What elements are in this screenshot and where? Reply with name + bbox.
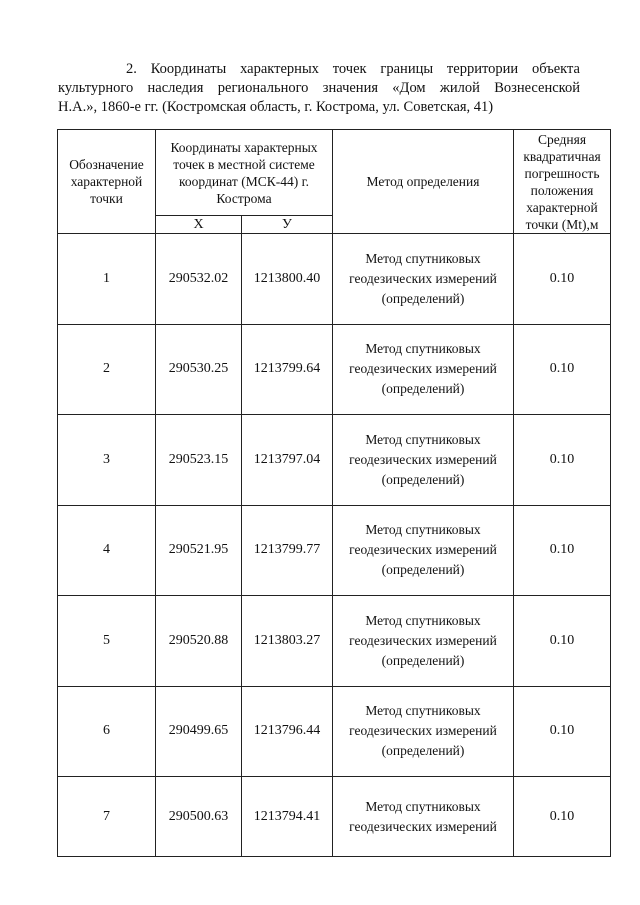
document-heading (58, 60, 580, 117)
table-row (58, 777, 611, 857)
method-cell: Метод спутниковых геодезических измерений (определений) (333, 505, 514, 596)
method-cell: Метод спутниковых геодезических измерений (определений) (333, 686, 514, 777)
x-coordinate-cell: 290532.02 (156, 234, 242, 325)
method-cell: Метод спутниковых геодезических измерений (определений) (333, 234, 514, 325)
point-number-cell: 2 (58, 324, 156, 415)
method-cell: Метод спутниковых геодезических измерений (определений) (333, 324, 514, 415)
point-number-cell: 5 (58, 596, 156, 687)
x-coordinate-cell: 290523.15 (156, 415, 242, 506)
y-coordinate-cell: 1213796.44 (242, 686, 333, 777)
header-method: Метод определения (333, 130, 514, 234)
header-x: X (156, 216, 242, 234)
header-point-designation: Обозначение характерной точки (58, 130, 156, 234)
coordinates-table (57, 129, 611, 857)
y-coordinate-cell: 1213803.27 (242, 596, 333, 687)
mean-error-cell: 0.10 (514, 415, 611, 506)
header-mean-error: Средняя квадратичная погрешность положения характерной точки (Mt),м (514, 130, 611, 234)
y-coordinate-cell: 1213794.41 (242, 777, 333, 857)
heading-line: культурного наследия регионального значения «Дом жилой Вознесенской (58, 80, 580, 96)
heading-line: Н.А.», 1860-е гг. (Костромская область, г. Кострома, ул. Советская, 41) (58, 99, 494, 115)
table-body (58, 234, 611, 857)
table-row (58, 324, 611, 415)
x-coordinate-cell: 290499.65 (156, 686, 242, 777)
table-row (58, 505, 611, 596)
header-coordinates: Координаты характерных точек в местной системе координат (МСК-44) г. Кострома (156, 130, 333, 216)
y-coordinate-cell: 1213797.04 (242, 415, 333, 506)
x-coordinate-cell: 290530.25 (156, 324, 242, 415)
mean-error-cell: 0.10 (514, 234, 611, 325)
point-number-cell: 1 (58, 234, 156, 325)
point-number-cell: 6 (58, 686, 156, 777)
method-cell: Метод спутниковых геодезических измерений (333, 777, 514, 857)
mean-error-cell: 0.10 (514, 777, 611, 857)
y-coordinate-cell: 1213799.77 (242, 505, 333, 596)
mean-error-cell: 0.10 (514, 324, 611, 415)
method-cell: Метод спутниковых геодезических измерений (определений) (333, 596, 514, 687)
mean-error-cell: 0.10 (514, 686, 611, 777)
x-coordinate-cell: 290500.63 (156, 777, 242, 857)
x-coordinate-cell: 290521.95 (156, 505, 242, 596)
header-y: У (242, 216, 333, 234)
table-row (58, 415, 611, 506)
method-cell: Метод спутниковых геодезических измерений (определений) (333, 415, 514, 506)
heading-line: 2. Координаты характерных точек границы территории объекта (126, 61, 580, 77)
table-row (58, 596, 611, 687)
table-row (58, 234, 611, 325)
table-row (58, 686, 611, 777)
point-number-cell: 4 (58, 505, 156, 596)
y-coordinate-cell: 1213800.40 (242, 234, 333, 325)
mean-error-cell: 0.10 (514, 596, 611, 687)
point-number-cell: 7 (58, 777, 156, 857)
x-coordinate-cell: 290520.88 (156, 596, 242, 687)
point-number-cell: 3 (58, 415, 156, 506)
y-coordinate-cell: 1213799.64 (242, 324, 333, 415)
mean-error-cell: 0.10 (514, 505, 611, 596)
